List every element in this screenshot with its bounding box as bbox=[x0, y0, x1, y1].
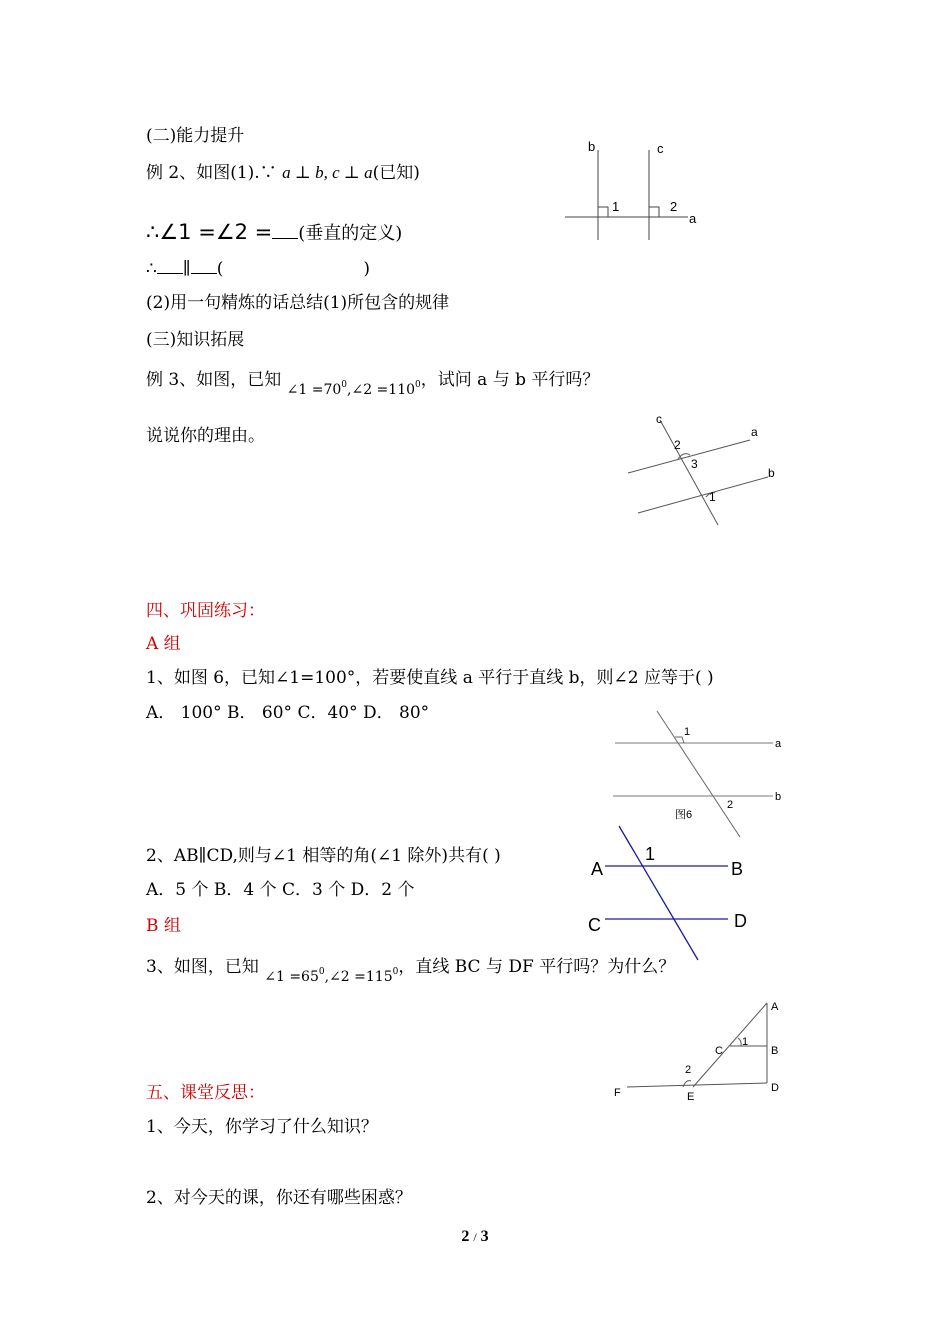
label-angle-1: 1 bbox=[742, 1036, 749, 1048]
label-B: B bbox=[771, 1045, 779, 1057]
section-heading-ability: (二)能力提升 bbox=[146, 126, 245, 146]
angle-arc-2 bbox=[683, 1081, 691, 1087]
example-2-reason: (已知) bbox=[372, 163, 420, 183]
label-a: a bbox=[751, 425, 758, 439]
because-symbol: ∵ bbox=[259, 163, 277, 183]
line-a bbox=[628, 440, 750, 473]
separator: , bbox=[347, 382, 352, 398]
question-3-question: ，直线 BC 与 DF 平行吗？为什么？ bbox=[398, 957, 676, 977]
label-angle-1: 1 bbox=[612, 199, 620, 214]
line-fd bbox=[627, 1083, 767, 1087]
blank-line-2[interactable] bbox=[191, 258, 217, 274]
label-angle-2: 2 bbox=[674, 438, 681, 452]
label-angle-3: 3 bbox=[691, 457, 698, 471]
label-b: b bbox=[775, 791, 782, 803]
degree-2: 0 bbox=[415, 380, 421, 390]
label-c: c bbox=[657, 141, 664, 156]
angle-2-value: ∠2 =110 bbox=[351, 382, 416, 398]
paren-close: ) bbox=[363, 259, 370, 279]
label-A: A bbox=[591, 859, 604, 879]
practice-question-2: 2、AB∥CD,则与∠1 相等的角(∠1 除外)共有( ) bbox=[146, 846, 501, 866]
degree-1: 0 bbox=[341, 380, 348, 390]
practice-question-1-options: A． 100° B． 60° C．40° D． 80° bbox=[146, 703, 430, 723]
right-angle-mark-1 bbox=[598, 207, 608, 217]
angle-equation: ∴∠1 =∠2 = bbox=[146, 220, 273, 244]
label-angle-2: 2 bbox=[670, 199, 678, 214]
right-angle-mark-2 bbox=[649, 207, 659, 217]
total-pages: 3 bbox=[480, 1228, 489, 1245]
page-separator: / bbox=[473, 1230, 477, 1244]
label-angle-1: 1 bbox=[709, 490, 716, 504]
angle-2-value: ∠2 =115 bbox=[329, 969, 393, 985]
line-ae bbox=[693, 1003, 767, 1087]
example-2-line2 bbox=[146, 221, 402, 245]
reflection-question-2: 2、对今天的课，你还有哪些困惑？ bbox=[146, 1188, 412, 1208]
figure-transversal-ab bbox=[620, 405, 790, 530]
example-3-line2: 说说你的理由。 bbox=[146, 426, 265, 446]
practice-question-1: 1、如图 6，已知∠1=100°，若要使直线 a 平行于直线 b，则∠2 应等于( ) bbox=[146, 668, 714, 688]
group-a-heading: A 组 bbox=[146, 634, 181, 654]
label-a: a bbox=[689, 211, 697, 226]
label-angle-1: 1 bbox=[684, 726, 691, 738]
label-F: F bbox=[614, 1087, 621, 1099]
angle-arc-1 bbox=[738, 1038, 741, 1046]
label-angle-2: 2 bbox=[685, 1064, 692, 1076]
practice-question-2-options: A．5 个 B．4 个 C．3 个 D．2 个 bbox=[146, 880, 415, 900]
label-D: D bbox=[734, 911, 747, 931]
example-3-line1 bbox=[146, 365, 600, 398]
example-2-condition: a ⊥ b, c ⊥ a bbox=[282, 163, 373, 182]
figure-caption: 图6 bbox=[675, 809, 693, 821]
group-b-heading: B 组 bbox=[146, 916, 181, 936]
example-2-question-2: (2)用一句精炼的话总结(1)所包含的规律 bbox=[146, 293, 450, 313]
example-2-line1 bbox=[146, 162, 420, 184]
example-2-line3 bbox=[146, 258, 370, 280]
paren-open: ( bbox=[216, 259, 224, 279]
transversal-line bbox=[657, 711, 740, 837]
label-C: C bbox=[588, 915, 601, 935]
reflection-question-1: 1、今天，你学习了什么知识？ bbox=[146, 1117, 378, 1137]
label-B: B bbox=[731, 859, 744, 879]
figure-perpendicular-lines bbox=[560, 135, 710, 250]
therefore-symbol: ∴ bbox=[146, 259, 157, 279]
label-E: E bbox=[687, 1091, 695, 1103]
label-angle-1: 1 bbox=[645, 844, 656, 864]
section-heading-extension: (三)知识拓展 bbox=[146, 330, 245, 350]
blank-answer[interactable] bbox=[272, 222, 298, 239]
question-3-given bbox=[264, 969, 398, 985]
transversal-line bbox=[619, 826, 698, 960]
blank-line-1[interactable] bbox=[157, 258, 183, 274]
example-3-prefix: 例 3、如图，已知 bbox=[146, 370, 282, 390]
example-3-question: ，试问 a 与 b 平行吗？ bbox=[420, 370, 600, 390]
angle-1-value: ∠1 =65 bbox=[264, 969, 319, 985]
figure-ab-cd bbox=[585, 820, 760, 965]
label-c: c bbox=[656, 412, 662, 426]
example-2-line2-reason: (垂直的定义) bbox=[298, 223, 403, 244]
line-c bbox=[660, 420, 718, 525]
example-2-prefix: 例 2、如图(1). bbox=[146, 163, 260, 183]
label-b: b bbox=[588, 139, 596, 154]
label-b: b bbox=[768, 466, 775, 480]
section-heading-reflection: 五、课堂反思： bbox=[146, 1083, 265, 1103]
current-page: 2 bbox=[461, 1228, 470, 1245]
label-A: A bbox=[771, 1001, 779, 1013]
question-3-prefix: 3、如图，已知 bbox=[146, 957, 259, 977]
label-C: C bbox=[715, 1045, 723, 1057]
angle-1-value: ∠1 =70 bbox=[286, 382, 342, 398]
degree-1: 0 bbox=[318, 967, 325, 977]
label-a: a bbox=[775, 738, 782, 750]
page-number bbox=[0, 1228, 950, 1246]
parallel-symbol: ∥ bbox=[182, 259, 191, 279]
practice-question-3 bbox=[146, 952, 676, 985]
section-heading-practice: 四、巩固练习： bbox=[146, 601, 265, 621]
example-3-given bbox=[287, 382, 421, 398]
label-angle-2: 2 bbox=[727, 799, 734, 811]
line-b bbox=[638, 477, 768, 513]
figure-triangle bbox=[605, 995, 805, 1105]
separator: , bbox=[324, 969, 330, 985]
degree-2: 0 bbox=[392, 967, 399, 977]
label-D: D bbox=[771, 1082, 779, 1094]
